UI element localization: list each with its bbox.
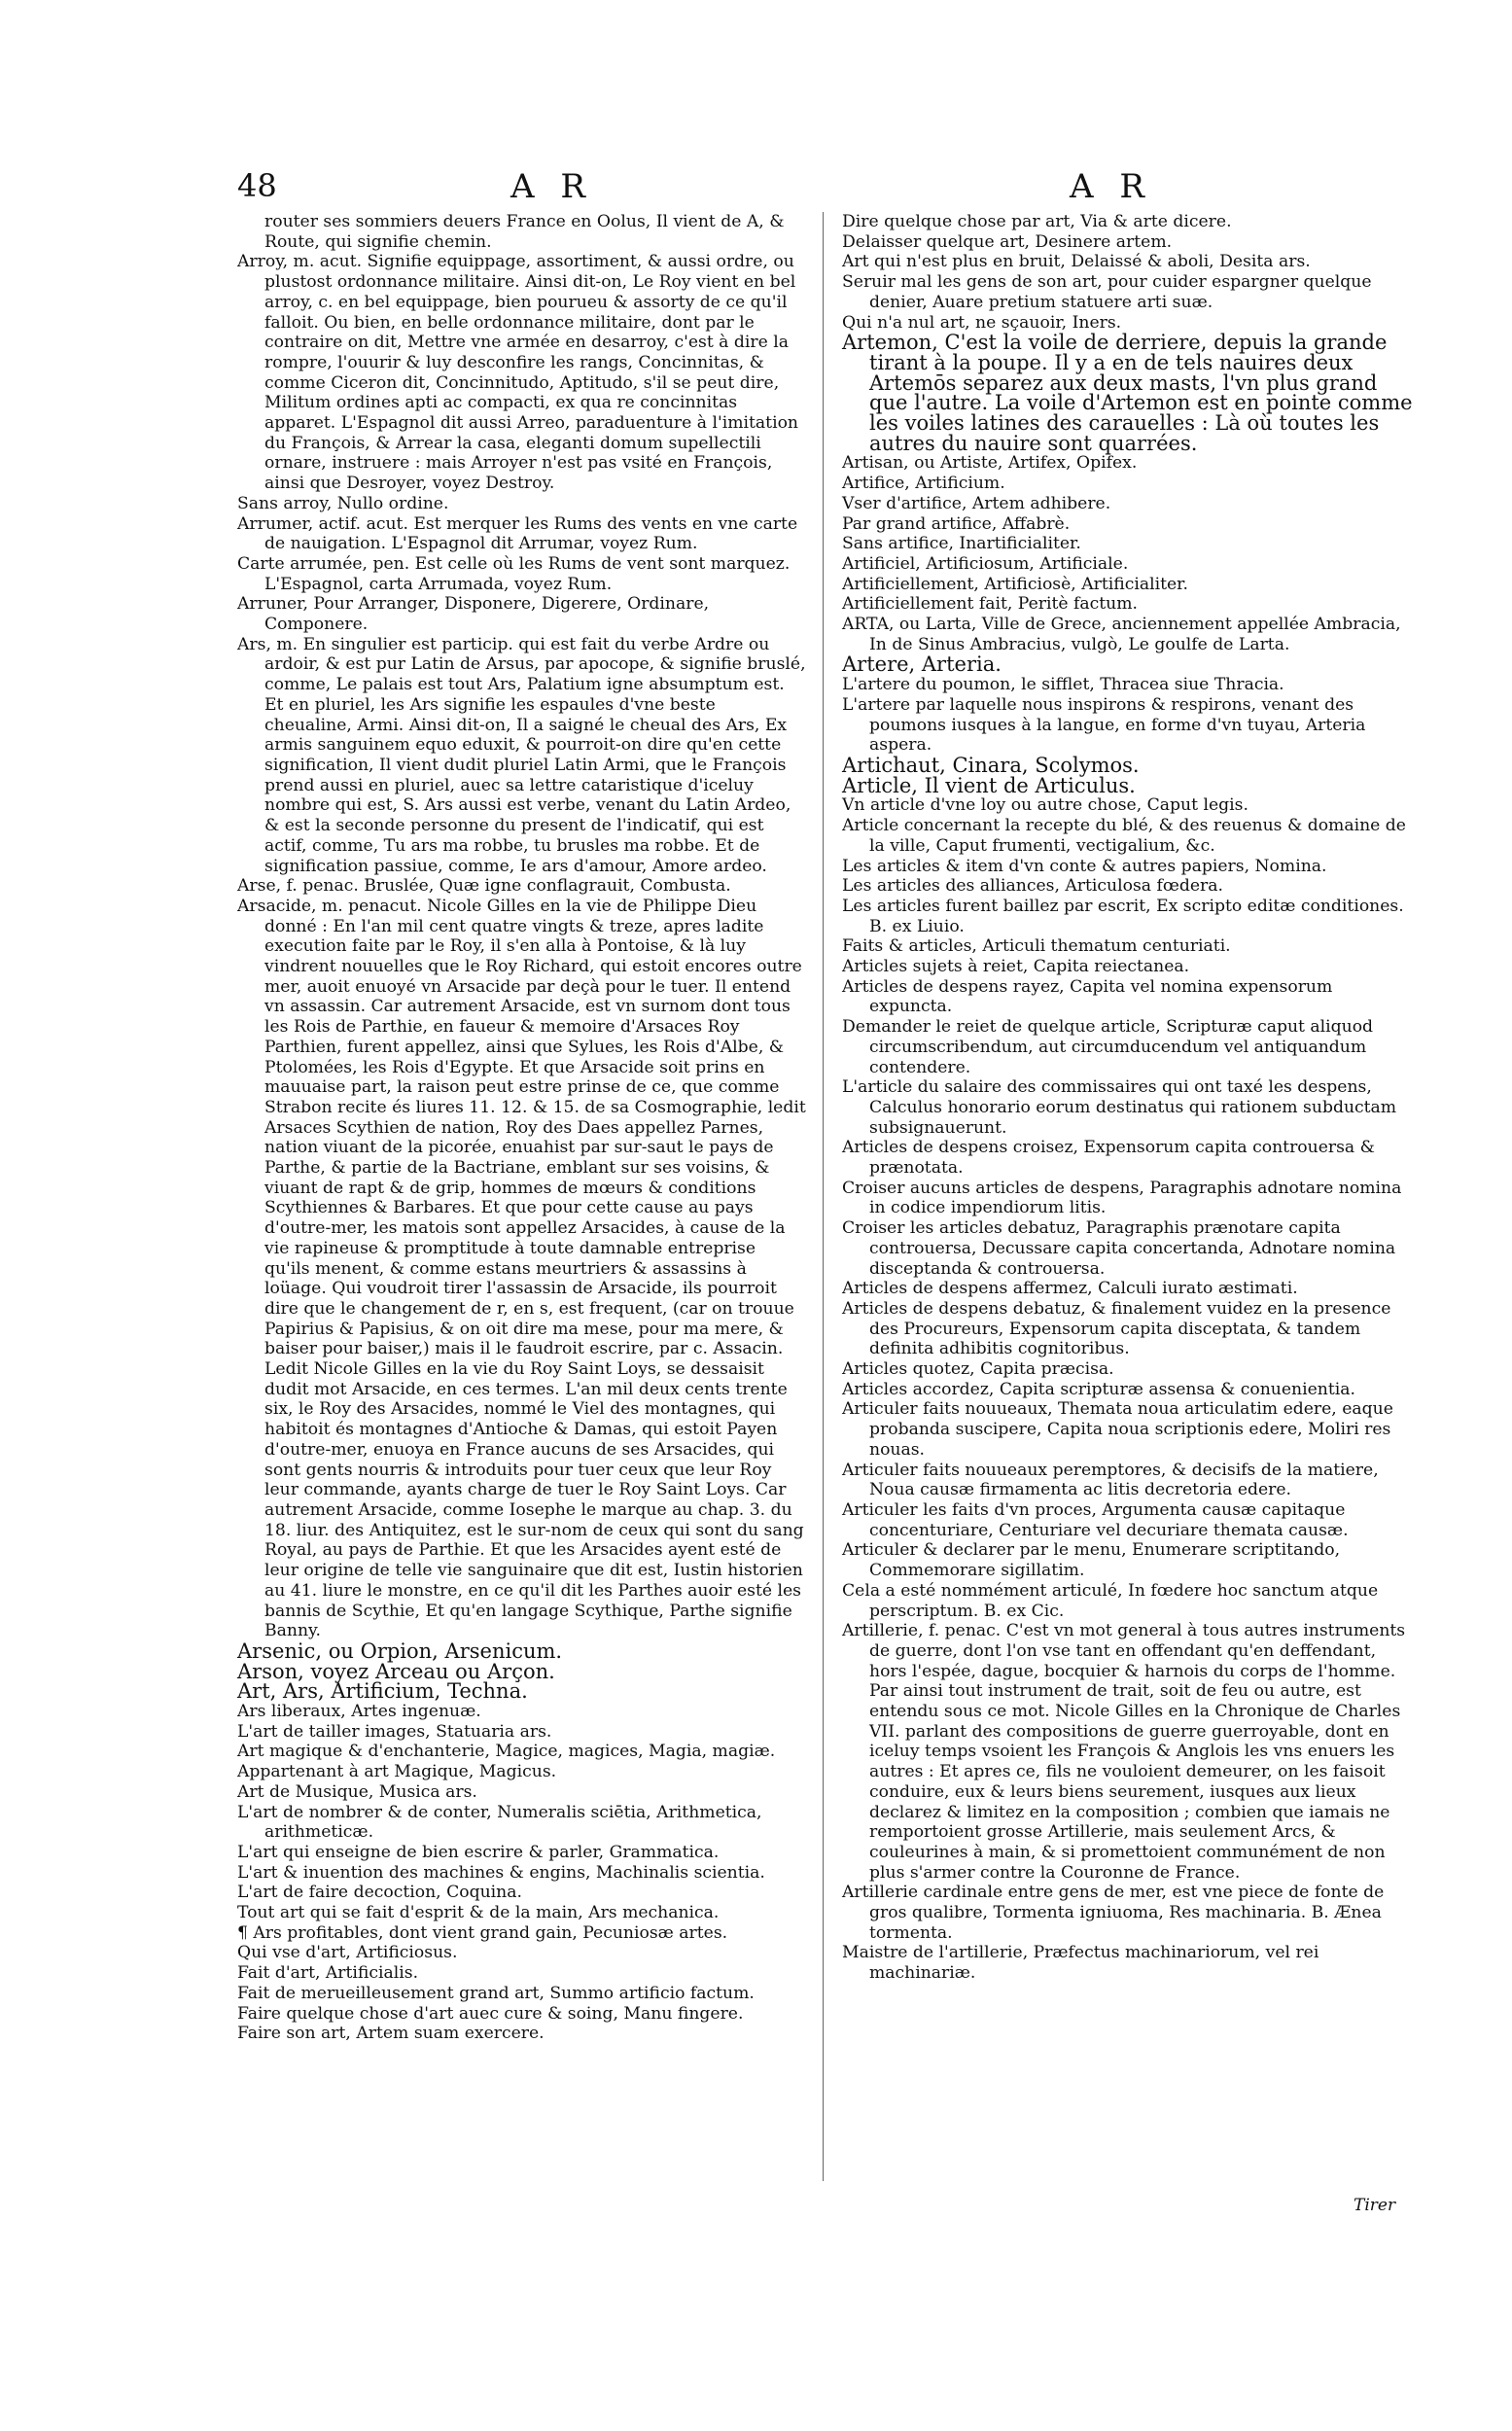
dictionary-entry: ARTA, ou Larta, Ville de Grece, anciennement appellée Ambracia, In de Sinus Ambracius, vulgò, Le goulfe de Larta.	[842, 615, 1401, 654]
dictionary-entry: Artificiel, Artificiosum, Artificiale.	[842, 553, 1129, 574]
dictionary-entry: Vser d'artifice, Artem adhibere.	[842, 493, 1111, 513]
dictionary-entry: Articuler faits nouueaux peremptores, & decisifs de la matiere, Noua causæ firmamenta ac litis decretoria edere.	[842, 1460, 1379, 1500]
dictionary-entry: Croiser aucuns articles de despens, Paragraphis adnotare nomina in codice impendiorum litis.	[842, 1178, 1402, 1218]
dictionary-entry: Maistre de l'artillerie, Præfectus machinariorum, vel rei machinariæ.	[842, 1943, 1319, 1984]
dictionary-entry: L'art de tailler images, Statuaria ars.	[237, 1721, 552, 1742]
dictionary-entry: Article, Il vient de Articulus.	[842, 773, 1136, 797]
dictionary-entry: Ars liberaux, Artes ingenuæ.	[237, 1702, 481, 1722]
dictionary-entry: Faire son art, Artem suam exercere.	[237, 2024, 545, 2044]
dictionary-entry: Artisan, ou Artiste, Artifex, Opifex.	[842, 453, 1138, 474]
dictionary-entry: Articles accordez, Capita scripturæ assensa & conuenientia.	[842, 1379, 1355, 1399]
dictionary-entry: Articuler faits nouueaux, Themata noua articulatim edere, eaque probanda suscipere, Capita noua scriptionis edere, Moliri res nouas.	[842, 1399, 1393, 1460]
dictionary-entry: L'artere par laquelle nous inspirons & respirons, venant des poumons iusques à la langue, en forme d'vn tuyau, Arteria aspera.	[842, 694, 1366, 756]
dictionary-entry: Art magique & d'enchanterie, Magice, magices, Magia, magiæ.	[237, 1742, 776, 1762]
dictionary-entry: Articuler & declarer par le menu, Enumerare scriptitando, Commemorare sigillatim.	[842, 1540, 1341, 1581]
dictionary-entry: Articles de despens rayez, Capita vel nomina expensorum expuncta.	[842, 976, 1333, 1017]
dictionary-entry: Art de Musique, Musica ars.	[237, 1781, 477, 1802]
page-number: 48	[237, 167, 277, 204]
dictionary-entry: Artificiellement, Artificiosè, Artificialiter.	[842, 574, 1188, 594]
dictionary-entry: Dire quelque chose par art, Via & arte dicere.	[842, 212, 1232, 231]
dictionary-entry: Art, Ars, Artificium, Techna.	[237, 1679, 528, 1704]
left-column	[237, 212, 806, 2044]
dictionary-entry: L'article du salaire des commissaires qui ont taxé les despens, Calculus honorario eorum destinatus qui rationem subductam subsignauerunt.	[842, 1077, 1397, 1138]
dictionary-entry: Qui n'a nul art, ne sçauoir, Iners.	[842, 312, 1122, 333]
dictionary-entry: Fait de merueilleusement grand art, Summo artificio factum.	[237, 1983, 755, 2003]
dictionary-entry: Croiser les articles debatuz, Paragraphis prænotare capita controuersa, Decussare capita concertanda, Adnotare nomina disceptanda & controuersa.	[842, 1218, 1396, 1279]
dictionary-entry: L'art qui enseigne de bien escrire & parler, Grammatica.	[237, 1842, 720, 1862]
running-head-right: A R	[1070, 167, 1152, 206]
dictionary-entry: Arruner, Pour Arranger, Disponere, Digerere, Ordinare, Componere.	[237, 594, 710, 635]
dictionary-entry: Artichaut, Cinara, Scolymos.	[842, 753, 1140, 777]
dictionary-entry: Artere, Arteria.	[842, 652, 1002, 677]
dictionary-entry: Les articles des alliances, Articulosa fœdera.	[842, 876, 1223, 897]
dictionary-entry: Carte arrumée, pen. Est celle où les Rums de vent sont marquez. L'Espagnol, carta Arrumada, voyez Rum.	[237, 553, 791, 594]
dictionary-entry: ¶ Ars profitables, dont vient grand gain, Pecuniosæ artes.	[237, 1922, 728, 1943]
dictionary-entry: Ars, m. En singulier est particip. qui est fait du verbe Ardre ou ardoir, & est pur Latin de Arsus, par apocope, & signifie bruslé, comme, Le palais est tout Ars, Palatium igne absumptum est. Et en pluriel, les Ars signifie les espaules d'vne beste cheualine, Armi. Ainsi dit-on, Il a saigné le cheual des Ars, Ex armis sanguinem equo eduxit, & pourroit-on dire qu'en cette signification, Il vient dudit pluriel Latin Armi, que le François prend aussi en pluriel, auec sa lettre cataristique d'iceluy nombre qui est, S. Ars aussi est verbe, venant du Latin Ardeo, & est la seconde personne du present de l'indicatif, qui est actif, comme, Tu ars ma robbe, tu brusles ma robbe. Et de signification passiue, comme, Ie ars d'amour, Amore ardeo.	[237, 634, 806, 876]
dictionary-entry: Articles sujets à reiet, Capita reiectanea.	[842, 957, 1190, 977]
dictionary-entry: Articles de despens croisez, Expensorum capita controuersa & prænotata.	[842, 1138, 1375, 1179]
running-head-left: A R	[510, 167, 593, 206]
dictionary-entry: router ses sommiers deuers France en Oolus, Il vient de A, & Route, qui signifie chemin.	[264, 212, 785, 252]
dictionary-entry: Arrumer, actif. acut. Est merquer les Rums des vents en vne carte de nauigation. L'Espagnol dit Arrumar, voyez Rum.	[237, 513, 798, 554]
dictionary-entry: Arse, f. penac. Bruslée, Quæ igne conflagrauit, Combusta.	[237, 876, 731, 897]
dictionary-entry: Art qui n'est plus en bruit, Delaissé & aboli, Desita ars.	[842, 252, 1311, 272]
dictionary-entry: Sans artifice, Inartificialiter.	[842, 534, 1081, 554]
dictionary-entry: Vn article d'vne loy ou autre chose, Caput legis.	[842, 795, 1248, 816]
dictionary-entry: Articles quotez, Capita præcisa.	[842, 1359, 1114, 1380]
dictionary-entry: Faire quelque chose d'art auec cure & soing, Manu fingere.	[237, 2003, 744, 2024]
dictionary-entry: Les articles furent baillez par escrit, Ex scripto editæ conditiones. B. ex Liuio.	[842, 896, 1404, 936]
dictionary-entry: Sans arroy, Nullo ordine.	[237, 493, 449, 513]
dictionary-entry: Par grand artifice, Affabrè.	[842, 513, 1071, 534]
page-header	[0, 167, 1512, 216]
dictionary-entry: Articles de despens affermez, Calculi iurato æstimati.	[842, 1279, 1298, 1299]
dictionary-entry: Articuler les faits d'vn proces, Argumenta causæ capitaque concenturiare, Centuriare vel decuriare themata causæ.	[842, 1500, 1349, 1540]
dictionary-entry: Cela a esté nommément articulé, In fœdere hoc sanctum atque perscriptum. B. ex Cic.	[842, 1580, 1379, 1621]
dictionary-entry: Qui vse d'art, Artificiosus.	[237, 1943, 458, 1963]
dictionary-entry: Arsacide, m. penacut. Nicole Gilles en la vie de Philippe Dieu donné : En l'an mil cent quatre vingts & treze, apres ladite execution faite par le Roy, il s'en alla à Pontoise, & là luy vindrent nouuelles que le Roy Richard, qui estoit encores outre mer, auoit enuoyé vn Arsacide par deçà pour le tuer. Il entend vn assassin. Car autrement Arsacide, est vn surnom dont tous les Rois de Parthie, en faueur & memoire d'Arsaces Roy Parthien, furent appellez, ainsi que Sylues, les Rois d'Albe, & Ptolomées, les Rois d'Egypte. Et que Arsacide soit prins en mauuaise part, la raison peut estre prinse de ce, que comme Strabon recite és liures 11. 12. & 15. de sa Cosmographie, ledit Arsaces Scythien de nation, Roy des Daes appellez Parnes, nation viuant de la picorée, enuahist par sur-saut le pays de Parthe, & partie de la Bactriane, emblant sur ses voisins, & viuant de rapt & de grip, hommes de mœurs & conditions Scythiennes & Barbares. Et que pour cette cause au pays d'outre-mer, les matois sont appellez Arsacides, à cause de la vie rapineuse & promptitude à toute damnable entreprise qu'ils menent, & comme estans meurtriers & assassins à loüage. Qui voudroit tirer l'assassin de Arsacide, ils pourroit dire que le changement de r, en s, est frequent, (car on trouue Papirius & Papisius, & on oit dire ma mese, pour ma mere, & baiser pour baiser,) mais il le faudroit escrire, par c. Assacin. Ledit Nicole Gilles en la vie du Roy Saint Loys, se dessaisit dudit mot Arsacide, en ces termes. L'an mil deux cents trente six, le Roy des Arsacides, nommé le Viel des montagnes, qui habitoit és montagnes d'Antioche & Damas, qui estoit Payen d'outre-mer, enuoya en France aucuns de ses Arsacides, qui sont gents nourris & introduits pour tuer ceux que leur Roy leur commande, ayants charge de tuer le Roy Saint Loys. Car autrement Arsacide, comme Iosephe le marque au chap. 3. du 18. liur. des Antiquitez, est le sur-nom de ceux qui sont du sang Royal, au pays de Parthie. Et que les Arsacides ayent esté de leur origine de telle vie sanguinaire que dit est, Iustin historien au 41. liure le monstre, en ce qu'il dit les Parthes auoir esté les bannis de Scythie, Et qu'en langage Scythique, Parthe signifie Banny.	[237, 896, 806, 1641]
dictionary-entry: Faits & articles, Articuli thematum centuriati.	[842, 936, 1231, 957]
dictionary-entry: Demander le reiet de quelque article, Scripturæ caput aliquod circumscribendum, aut circumducendum vel antiquandum contendere.	[842, 1017, 1374, 1077]
dictionary-entry: Les articles & item d'vn conte & autres papiers, Nomina.	[842, 856, 1327, 876]
catchword: Tirer	[1354, 2196, 1396, 2215]
dictionary-entry: L'art & inuention des machines & engins, Machinalis scientia.	[237, 1862, 765, 1883]
dictionary-entry: Appartenant à art Magique, Magicus.	[237, 1762, 557, 1782]
dictionary-entry: Arroy, m. acut. Signifie equippage, assortiment, & aussi ordre, ou plustost ordonnance militaire. Ainsi dit-on, Le Roy vient en bel arroy, c. en bel equippage, bien pourueu & assorty de ce qu'il falloit. Ou bien, en belle ordonnance militaire, dont par le contraire on dit, Mettre vne armée en desarroy, c'est à dire la rompre, l'ouurir & luy desconfire les rangs, Concinnitas, & comme Ciceron dit, Concinnitudo, Aptitudo, s'il se peut dire, Militum ordines apti ac compacti, ex qua re concinnitas apparet. L'Espagnol dit aussi Arreo, paraduenture à l'imitation du François, & Arrear la casa, eleganti domum supellectili ornare, instruere : mais Arroyer n'est pas vsité en François, ainsi que Desroyer, voyez Destroy.	[237, 252, 798, 494]
dictionary-entry: Artifice, Artificium.	[842, 474, 1005, 494]
dictionary-entry: Artillerie, f. penac. C'est vn mot general à tous autres instruments de guerre, dont l'on vse tant en offendant qu'en deffendant, hors l'espée, dague, bocquier & harnois du corps de l'homme. Par ainsi tout instrument de trait, soit de feu ou autre, est entendu sous ce mot. Nicole Gilles en la Chronique de Charles VII. parlant des compositions de guerre guerroyable, dont en iceluy temps vsoient les François & Anglois les vns enuers les autres : Et apres ce, fils ne vouloient demeurer, on les faisoit conduire, eux & leurs biens seurement, iusques aux lieux declarez & limitez en la composition ; combien que iamais ne remportoient grosse Artillerie, mais seulement Arcs, & couleurines à main, & si promettoient communément de non plus s'armer contre la Couronne de France.	[842, 1621, 1406, 1883]
dictionary-entry: Article concernant la recepte du blé, & des reuenus & domaine de la ville, Caput frumenti, vectigalium, &c.	[842, 816, 1406, 856]
dictionary-entry: Fait d'art, Artificialis.	[237, 1963, 419, 1984]
right-column	[842, 212, 1414, 1984]
dictionary-entry: Arson, voyez Arceau ou Arçon.	[237, 1659, 555, 1683]
dictionary-entry: Artillerie cardinale entre gens de mer, est vne piece de fonte de gros qualibre, Tormenta igniuoma, Res machinaria. B. Ænea tormenta.	[842, 1883, 1385, 1943]
dictionary-entry: Delaisser quelque art, Desinere artem.	[842, 231, 1173, 252]
dictionary-entry: L'art de faire decoction, Coquina.	[237, 1883, 522, 1903]
dictionary-entry: Artificiellement fait, Peritè factum.	[842, 594, 1138, 615]
dictionary-entry: Tout art qui se fait d'esprit & de la main, Ars mechanica.	[237, 1903, 720, 1923]
dictionary-entry: Arsenic, ou Orpion, Arsenicum.	[237, 1638, 563, 1663]
dictionary-entry: Articles de despens debatuz, & finalement vuidez en la presence des Procureurs, Expensorum capita disceptata, & tandem definita adhibitis cognitoribus.	[842, 1298, 1391, 1359]
dictionary-entry: Seruir mal les gens de son art, pour cuider espargner quelque denier, Auare pretium statuere arti suæ.	[842, 272, 1372, 312]
dictionary-entry: L'artere du poumon, le sifflet, Thracea siue Thracia.	[842, 675, 1284, 695]
column-rule	[823, 212, 824, 2181]
dictionary-entry: Artemon, C'est la voile de derriere, depuis la grande tirant à la poupe. Il y a en de tels nauires deux Artemōs separez aux deux masts, l'vn plus grand que l'autre. La voile d'Artemon est en pointe comme les voiles latines des carauelles : Là où toutes les autres du nauire sont quarrées.	[842, 331, 1413, 455]
dictionary-entry: L'art de nombrer & de conter, Numeralis sciētia, Arithmetica, arithmeticæ.	[237, 1802, 762, 1843]
